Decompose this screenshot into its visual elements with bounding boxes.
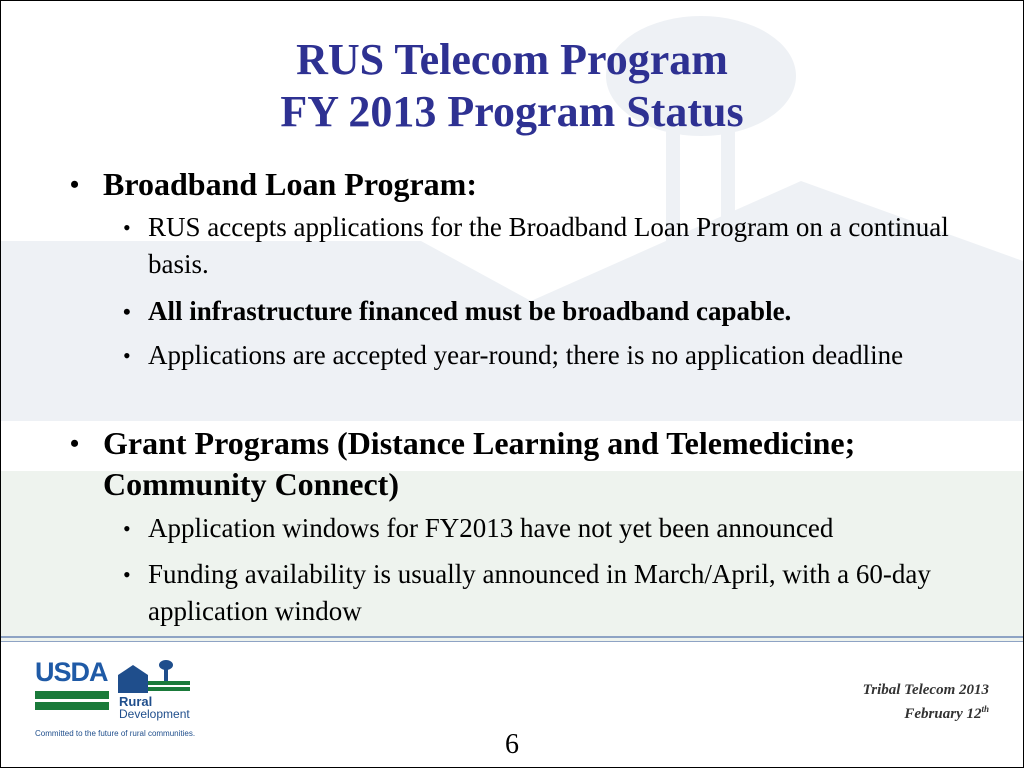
bullet-text: Broadband Loan Program: (103, 166, 477, 202)
sub-bullet (123, 556, 988, 630)
water-tower-icon (118, 657, 190, 695)
logo-tagline: Committed to the future of rural communities. (35, 729, 196, 738)
sub-bullet (123, 209, 988, 283)
usda-wordmark: USDA (35, 657, 108, 687)
title-line-2: FY 2013 Program Status (280, 87, 744, 136)
sub-bullet-text: All infrastructure financed must be broadband capable. (148, 296, 792, 326)
bullet-dot-icon: • (123, 343, 131, 368)
footer-divider (1, 641, 1023, 642)
footer-date: February 12th (904, 704, 989, 722)
bullet-broadband-loan (70, 164, 983, 205)
rd-wordmark-line1: Rural (119, 694, 153, 709)
usda-stripe (35, 702, 109, 710)
sub-bullet-text: RUS accepts applications for the Broadband Loan Program on a continual basis. (148, 212, 949, 279)
bullet-text: Grant Programs (Distance Learning and Telemedicine; Community Connect) (103, 425, 856, 502)
footer-event-info (863, 681, 989, 724)
sub-bullet-text: Application windows for FY2013 have not yet been announced (148, 513, 834, 543)
usda-stripe (35, 691, 109, 699)
bullet-dot-icon: • (123, 516, 131, 541)
bullet-dot-icon: • (70, 429, 80, 458)
sub-bullet-text: Applications are accepted year-round; there is no application deadline (148, 340, 904, 370)
bullet-dot-icon: • (123, 215, 131, 240)
bullet-dot-icon: • (123, 562, 131, 587)
footer-event: Tribal Telecom 2013 (862, 682, 989, 698)
sub-bullet (123, 337, 988, 374)
slide-title (1, 34, 1023, 138)
bullet-dot-icon: • (70, 170, 80, 199)
sub-bullet (123, 510, 988, 547)
rd-wordmark-line2: Development (119, 707, 190, 721)
title-line-1: RUS Telecom Program (296, 35, 728, 84)
sub-bullet (123, 293, 988, 330)
bullet-dot-icon: • (123, 299, 131, 324)
sub-bullet-text: Funding availability is usually announced in March/April, with a 60-day application window (148, 559, 931, 626)
footer-divider (1, 636, 1023, 638)
bullet-grant-programs (70, 423, 983, 505)
page-number: 6 (505, 729, 519, 760)
